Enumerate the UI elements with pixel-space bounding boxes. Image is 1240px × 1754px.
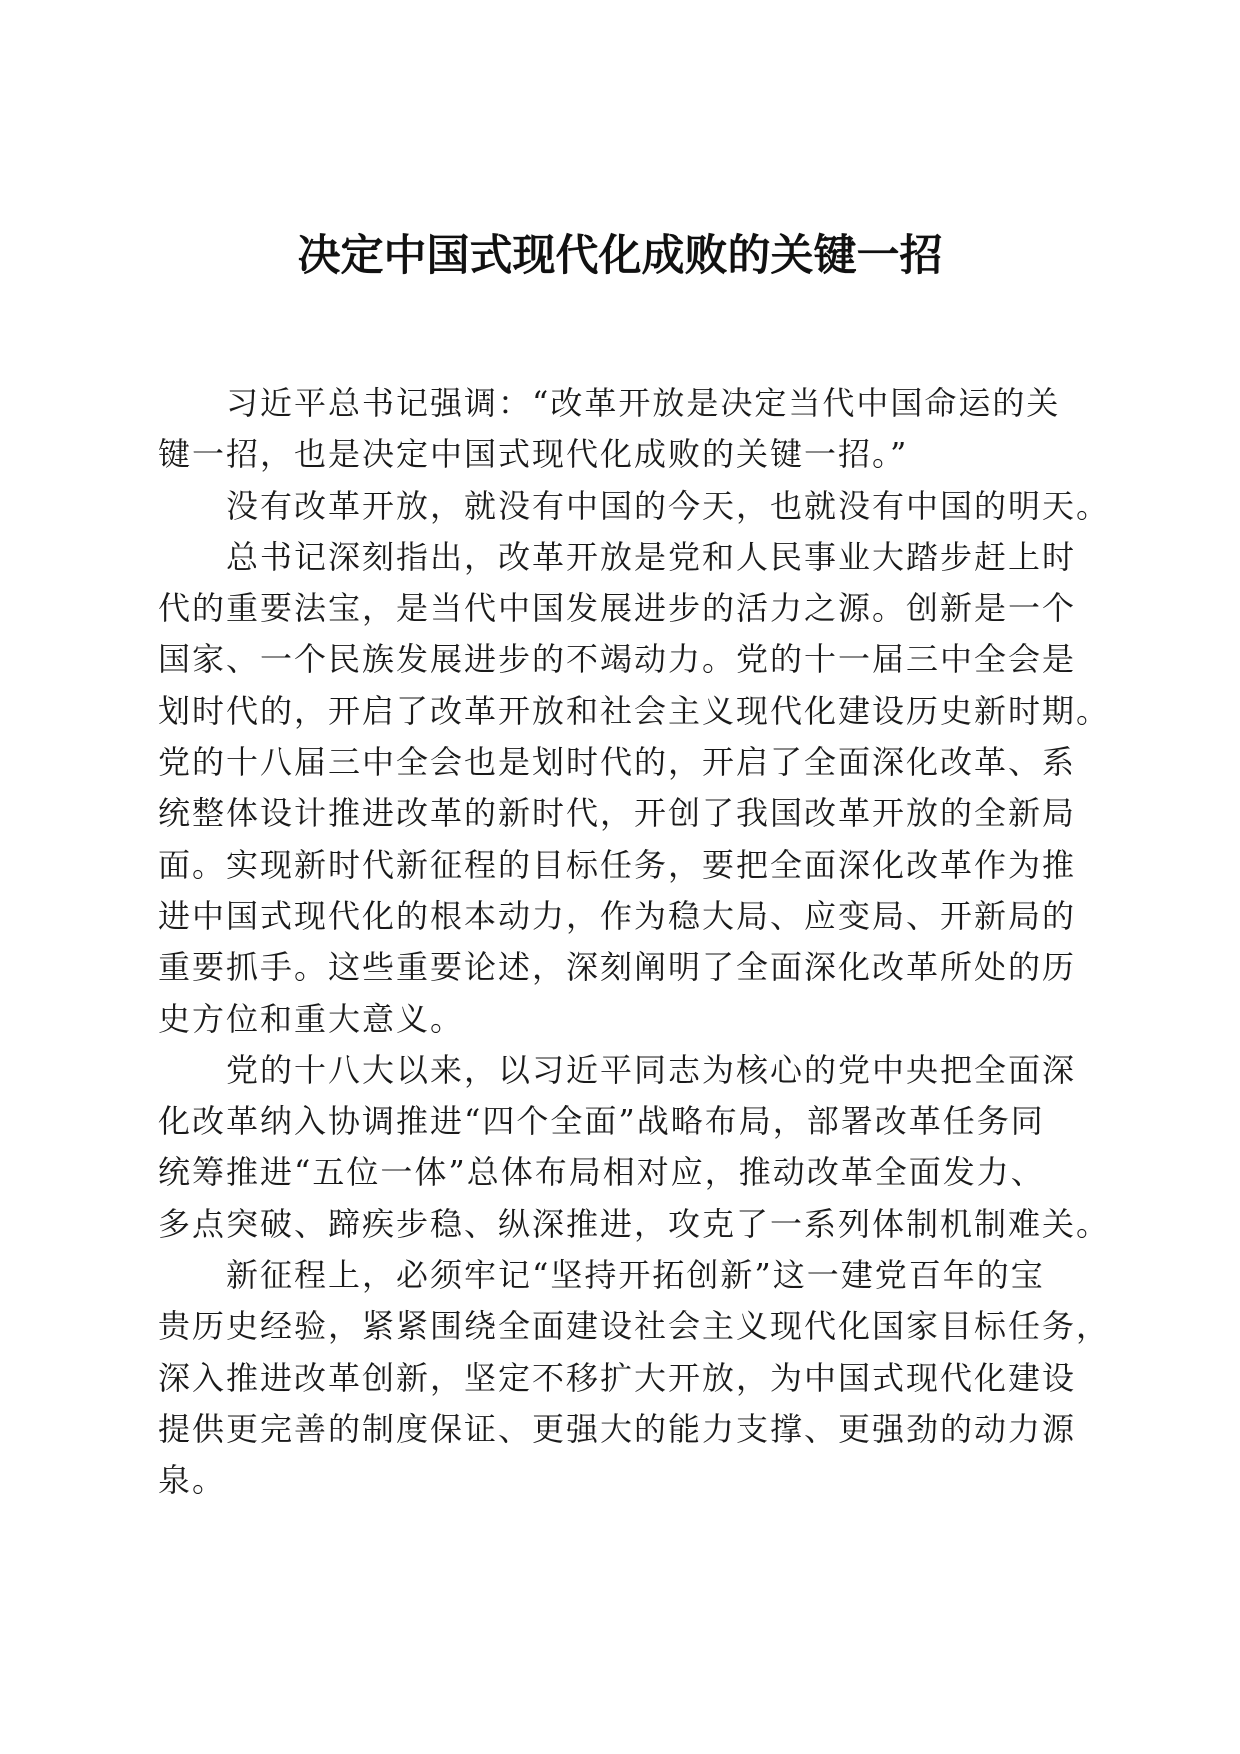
paragraph-3-line-9: 重要抓手。这些重要论述，深刻阐明了全面深化改革所处的历 bbox=[158, 948, 1077, 987]
paragraph-5-line-1: 新征程上，必须牢记“坚持开拓创新”这一建党百年的宝 bbox=[226, 1256, 1045, 1295]
paragraph-3-line-5: 党的十八届三中全会也是划时代的，开启了全面深化改革、系 bbox=[158, 743, 1077, 782]
paragraph-4-line-1: 党的十八大以来，以习近平同志为核心的党中央把全面深 bbox=[226, 1050, 1077, 1089]
paragraph-5-line-4: 提供更完善的制度保证、更强大的能力支撑、更强劲的动力源 bbox=[158, 1409, 1077, 1448]
paragraph-4-line-4: 多点突破、蹄疾步稳、纵深推进，攻克了一系列体制机制难关。 bbox=[158, 1204, 1111, 1243]
paragraph-3-line-6: 统整体设计推进改革的新时代，开创了我国改革开放的全新局 bbox=[158, 794, 1077, 833]
paragraph-1-line-1: 习近平总书记强调：“改革开放是决定当代中国命运的关 bbox=[226, 384, 1061, 422]
paragraph-2-line-1: 没有改革开放，就没有中国的今天，也就没有中国的明天。 bbox=[226, 486, 1111, 525]
document-title: 决定中国式现代化成败的关键一招 bbox=[297, 231, 943, 281]
paragraph-3-line-4: 划时代的，开启了改革开放和社会主义现代化建设历史新时期。 bbox=[158, 691, 1111, 730]
paragraph-4-line-2: 化改革纳入协调推进“四个全面”战略布局，部署改革任务同 bbox=[158, 1102, 1045, 1141]
paragraph-5-line-2: 贵历史经验，紧紧围绕全面建设社会主义现代化国家目标任务， bbox=[158, 1307, 1111, 1346]
paragraph-4-line-3: 统筹推进“五位一体”总体布局相对应，推动改革全面发力、 bbox=[158, 1153, 1045, 1192]
paragraph-5-line-5: 泉。 bbox=[158, 1461, 227, 1500]
paragraph-3-line-3: 国家、一个民族发展进步的不竭动力。党的十一届三中全会是 bbox=[158, 640, 1077, 679]
paragraph-3-line-2: 代的重要法宝，是当代中国发展进步的活力之源。创新是一个 bbox=[158, 589, 1077, 628]
paragraph-3-line-8: 进中国式现代化的根本动力，作为稳大局、应变局、开新局的 bbox=[158, 896, 1077, 935]
paragraph-5-line-3: 深入推进改革创新，坚定不移扩大开放，为中国式现代化建设 bbox=[158, 1358, 1077, 1397]
paragraph-3-line-1: 总书记深刻指出，改革开放是党和人民事业大踏步赶上时 bbox=[226, 537, 1077, 576]
document-body bbox=[158, 378, 1111, 1507]
paragraph-3-line-7: 面。实现新时代新征程的目标任务，要把全面深化改革作为推 bbox=[158, 845, 1077, 884]
paragraph-1-line-2: 键一招，也是决定中国式现代化成败的关键一招。” bbox=[158, 435, 909, 474]
paragraph-3-line-10: 史方位和重大意义。 bbox=[158, 999, 465, 1038]
